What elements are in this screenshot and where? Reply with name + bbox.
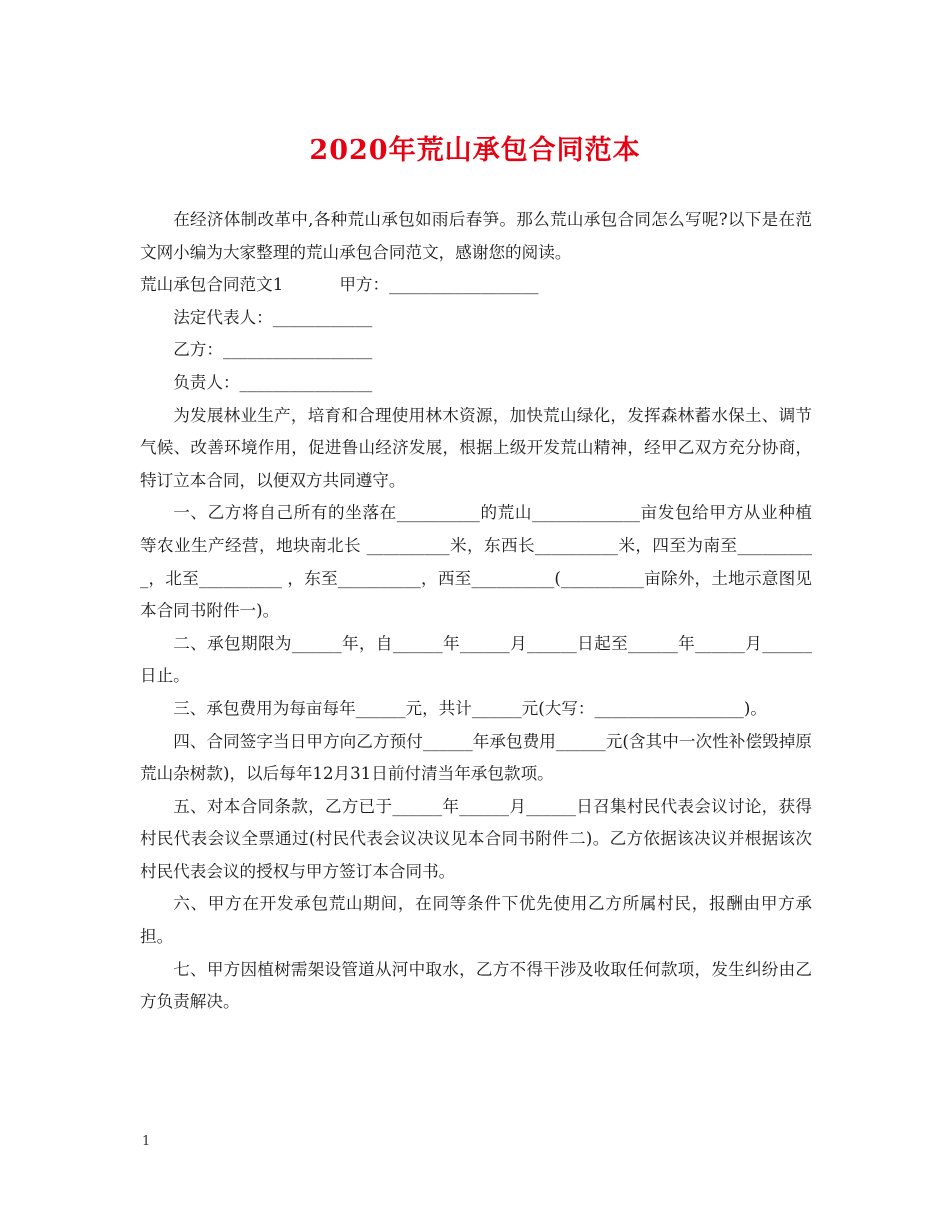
clause-5: 五、对本合同条款，乙方已于______年______月______日召集村民代表会议讨论，获得村民代表会议全票通过(村民代表会议决议见本合同书附件二)。乙方依据该决议并根据该次村民代表会议的授权与甲方签订本合同书。 bbox=[140, 796, 812, 881]
clause-3: 三、承包费用为每亩每年______元，共计______元(大写：__________________)。 bbox=[173, 698, 767, 718]
clause-2: 二、承包期限为______年，自______年______月______日起至______年______月______日止。 bbox=[140, 633, 812, 686]
document-title: 2020年荒山承包合同范本 bbox=[309, 135, 641, 166]
intro-paragraph: 在经济体制改革中,各种荒山承包如雨后春笋。那么荒山承包合同怎么写呢?以下是在范文网小编为大家整理的荒山承包合同范文，感谢您的阅读。 bbox=[140, 210, 812, 262]
clause-4: 四、合同签字当日甲方向乙方预付______年承包费用______元(含其中一次性补偿毁掉原荒山杂树款)，以后每年12月31日前付清当年承包款项。 bbox=[140, 731, 812, 784]
clause-6: 六、甲方在开发承包荒山期间，在同等条件下优先使用乙方所属村民，报酬由甲方承担。 bbox=[140, 894, 812, 947]
responsible-field: 负责人：________________ bbox=[173, 372, 373, 392]
document-body bbox=[140, 204, 812, 1019]
sample-heading-line bbox=[140, 269, 812, 302]
page-number: 1 bbox=[142, 1134, 151, 1149]
party-a-field: 甲方：__________________ bbox=[339, 275, 539, 295]
legal-rep-field: 法定代表人：____________ bbox=[173, 307, 373, 327]
preamble-paragraph: 为发展林业生产，培育和合理使用林木资源，加快荒山绿化，发挥森林蓄水保土、调节气候、改善环境作用，促进鲁山经济发展，根据上级开发荒山精神，经甲乙双方充分协商，特订立本合同，以便双方共同遵守。 bbox=[140, 405, 812, 490]
clause-1: 一、乙方将自己所有的坐落在__________的荒山_____________亩发包给甲方从业种植等农业生产经营，地块南北长 __________米，东西长__________米，四至为南至__________，北至__________ ，东至__________，西至__________(__________亩除外，土地示意图见本合同书附件一)。 bbox=[140, 503, 812, 621]
sample-heading: 荒山承包合同范文1 bbox=[140, 275, 284, 295]
clause-7: 七、甲方因植树需架设管道从河中取水，乙方不得干涉及收取任何款项，发生纠纷由乙方负责解决。 bbox=[140, 959, 812, 1012]
party-b-field: 乙方：__________________ bbox=[173, 340, 373, 360]
